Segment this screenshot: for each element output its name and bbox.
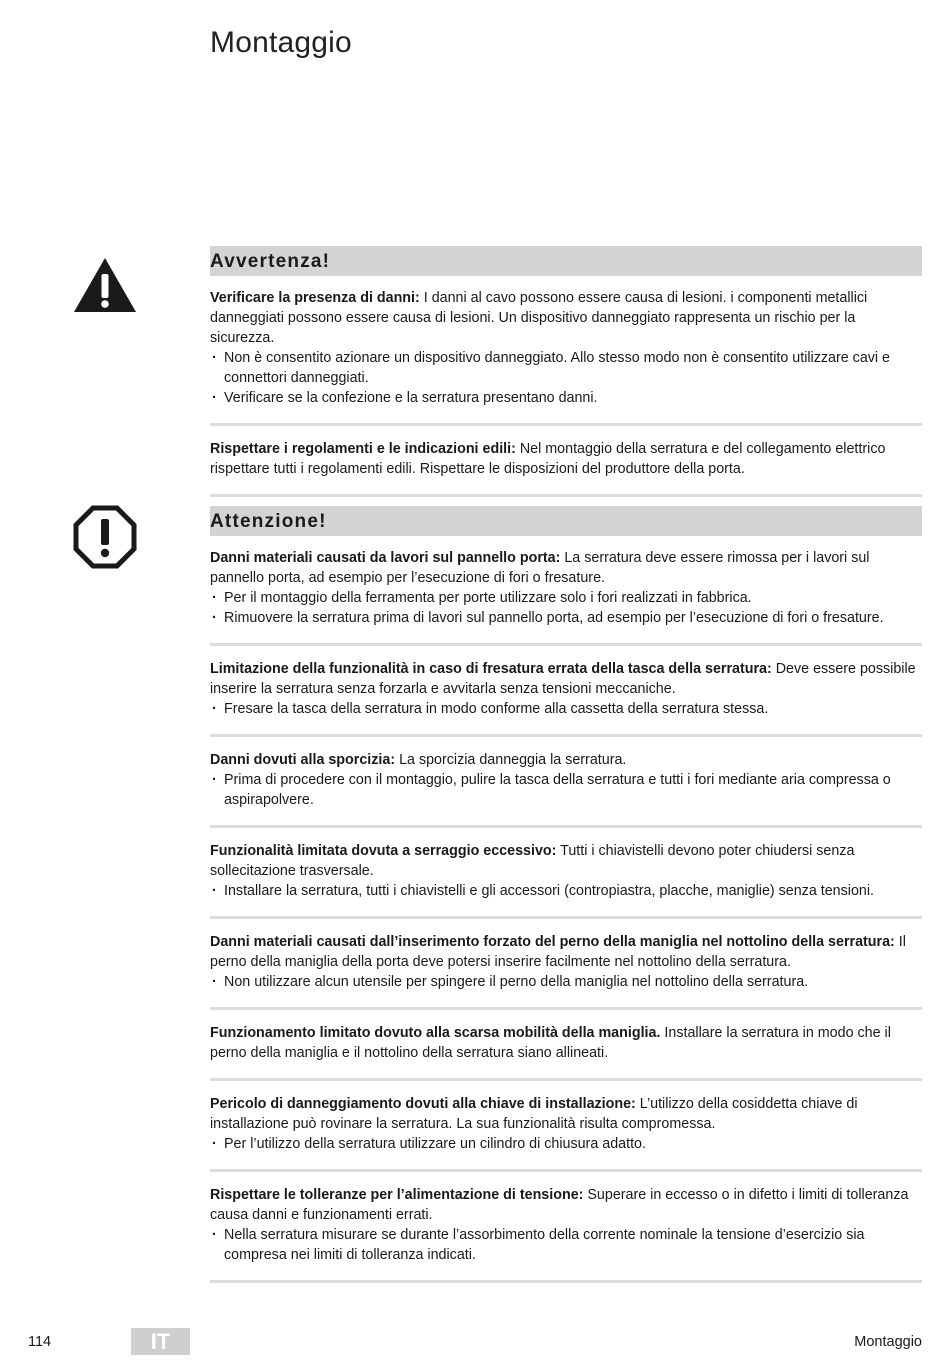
note-lead: Verificare la presenza di danni: [210,290,420,306]
divider [210,825,922,828]
warning-triangle-icon [72,254,138,320]
divider [210,1280,922,1283]
bullet-list [210,881,922,901]
note-text: L’utilizzo della cosiddetta chiave di installazione può rovinare la serratura. La sua funzionalità risulta compromessa. [210,1096,858,1132]
note-block [210,659,922,719]
divider [210,1007,922,1010]
note-lead: Limitazione della funzionalità in caso di fresatura errata della tasca della serratura: [210,661,772,677]
note-text: Il perno della maniglia della porta deve potersi inserire facilmente nel nottolino della serratura. [210,934,906,970]
footer-section-title: Montaggio [854,1334,922,1350]
warning-heading: Avvertenza! [210,246,922,276]
page-title: Montaggio [210,26,352,59]
bullet-item: · Prima di procedere con il montaggio, pulire la tasca della serratura e tutti i fori mediante aria compressa o aspirapolvere. [210,770,922,810]
note-paragraph [210,1094,922,1134]
note-paragraph [210,1023,922,1063]
bullet-list [210,588,922,628]
warning-section [210,246,922,510]
caution-section [210,506,922,1296]
note-text: La serratura deve essere rimossa per i lavori sul pannello porta, ad esempio per l’esecuzione di fori o fresature. [210,550,870,586]
note-lead: Danni dovuti alla sporcizia: [210,752,396,768]
bullet-list [210,348,922,408]
bullet-list [210,699,922,719]
note-lead: Rispettare le tolleranze per l’alimentazione di tensione: [210,1187,584,1203]
bullet-item: · Per il montaggio della ferramenta per porte utilizzare solo i fori realizzati in fabbrica. [210,588,922,608]
bullet-list [210,1134,922,1154]
divider [210,1169,922,1172]
note-paragraph [210,288,922,348]
language-badge: IT [131,1328,190,1355]
page-number: 114 [28,1334,52,1350]
note-text: Deve essere possibile inserire la serratura senza forzarla e avvitarla senza tensioni meccaniche. [210,661,916,697]
bullet-item: · Verificare se la confezione e la serratura presentano danni. [210,388,922,408]
note-paragraph [210,439,922,479]
note-paragraph [210,548,922,588]
note-lead: Pericolo di danneggiamento dovuti alla chiave di installazione: [210,1096,636,1112]
note-text: Tutti i chiavistelli devono poter chiudersi senza sollecitazione trasversale. [210,843,855,879]
note-text: I danni al cavo possono essere causa di lesioni. i componenti metallici danneggiati possono essere causa di lesioni. Un dispositivo danneggiato rappresenta un rischio per la sicurezza. [210,290,868,346]
note-block [210,1185,922,1265]
bullet-list [210,972,922,992]
divider [210,916,922,919]
note-text: Nel montaggio della serratura e del collegamento elettrico rispettare tutti i regolamenti edili. Rispettare le disposizioni del produttore della porta. [210,441,886,477]
bullet-item: · Per l’utilizzo della serratura utilizzare un cilindro di chiusura adatto. [210,1134,922,1154]
note-block [210,841,922,901]
note-text: La sporcizia danneggia la serratura. [395,752,627,768]
bullet-item: · Fresare la tasca della serratura in modo conforme alla cassetta della serratura stessa. [210,699,922,719]
note-lead: Danni materiali causati dall’inserimento forzato del perno della maniglia nel nottolino della serratura: [210,934,895,950]
caution-blocks [210,548,922,1283]
note-paragraph [210,932,922,972]
note-paragraph [210,659,922,699]
note-lead: Danni materiali causati da lavori sul pannello porta: [210,550,561,566]
note-block [210,932,922,992]
note-block [210,439,922,479]
note-text: Installare la serratura in modo che il perno della maniglia e il nottolino della serratura siano allineati. [210,1025,891,1061]
bullet-item: · Installare la serratura, tutti i chiavistelli e gli accessori (contropiastra, placche, maniglie) senza tensioni. [210,881,922,901]
divider [210,423,922,426]
bullet-item: · Nella serratura misurare se durante l’assorbimento della corrente nominale la tensione d’esercizio sia compresa nei limiti di tolleranza indicati. [210,1225,922,1265]
note-paragraph [210,1185,922,1225]
note-lead: Funzionamento limitato dovuto alla scarsa mobilità della maniglia. [210,1025,661,1041]
note-block [210,288,922,408]
note-paragraph [210,750,922,770]
caution-octagon-icon [72,504,138,570]
divider [210,494,922,497]
note-block [210,750,922,810]
divider [210,643,922,646]
warning-blocks [210,288,922,497]
divider [210,1078,922,1081]
bullet-list [210,1225,922,1265]
bullet-item: · Non utilizzare alcun utensile per spingere il perno della maniglia nel nottolino della serratura. [210,972,922,992]
note-block [210,548,922,628]
bullet-item: · Rimuovere la serratura prima di lavori sul pannello porta, ad esempio per l’esecuzione di fori o fresature. [210,608,922,628]
divider [210,734,922,737]
note-block [210,1094,922,1154]
note-lead: Funzionalità limitata dovuta a serraggio eccessivo: [210,843,557,859]
note-lead: Rispettare i regolamenti e le indicazioni edili: [210,441,516,457]
note-block [210,1023,922,1063]
bullet-list [210,770,922,810]
caution-heading: Attenzione! [210,506,922,536]
bullet-item: · Non è consentito azionare un dispositivo danneggiato. Allo stesso modo non è consentito utilizzare cavi e connettori danneggiati. [210,348,922,388]
note-text: Superare in eccesso o in difetto i limiti di tolleranza causa danni e funzionamenti errati. [210,1187,909,1223]
note-paragraph [210,841,922,881]
